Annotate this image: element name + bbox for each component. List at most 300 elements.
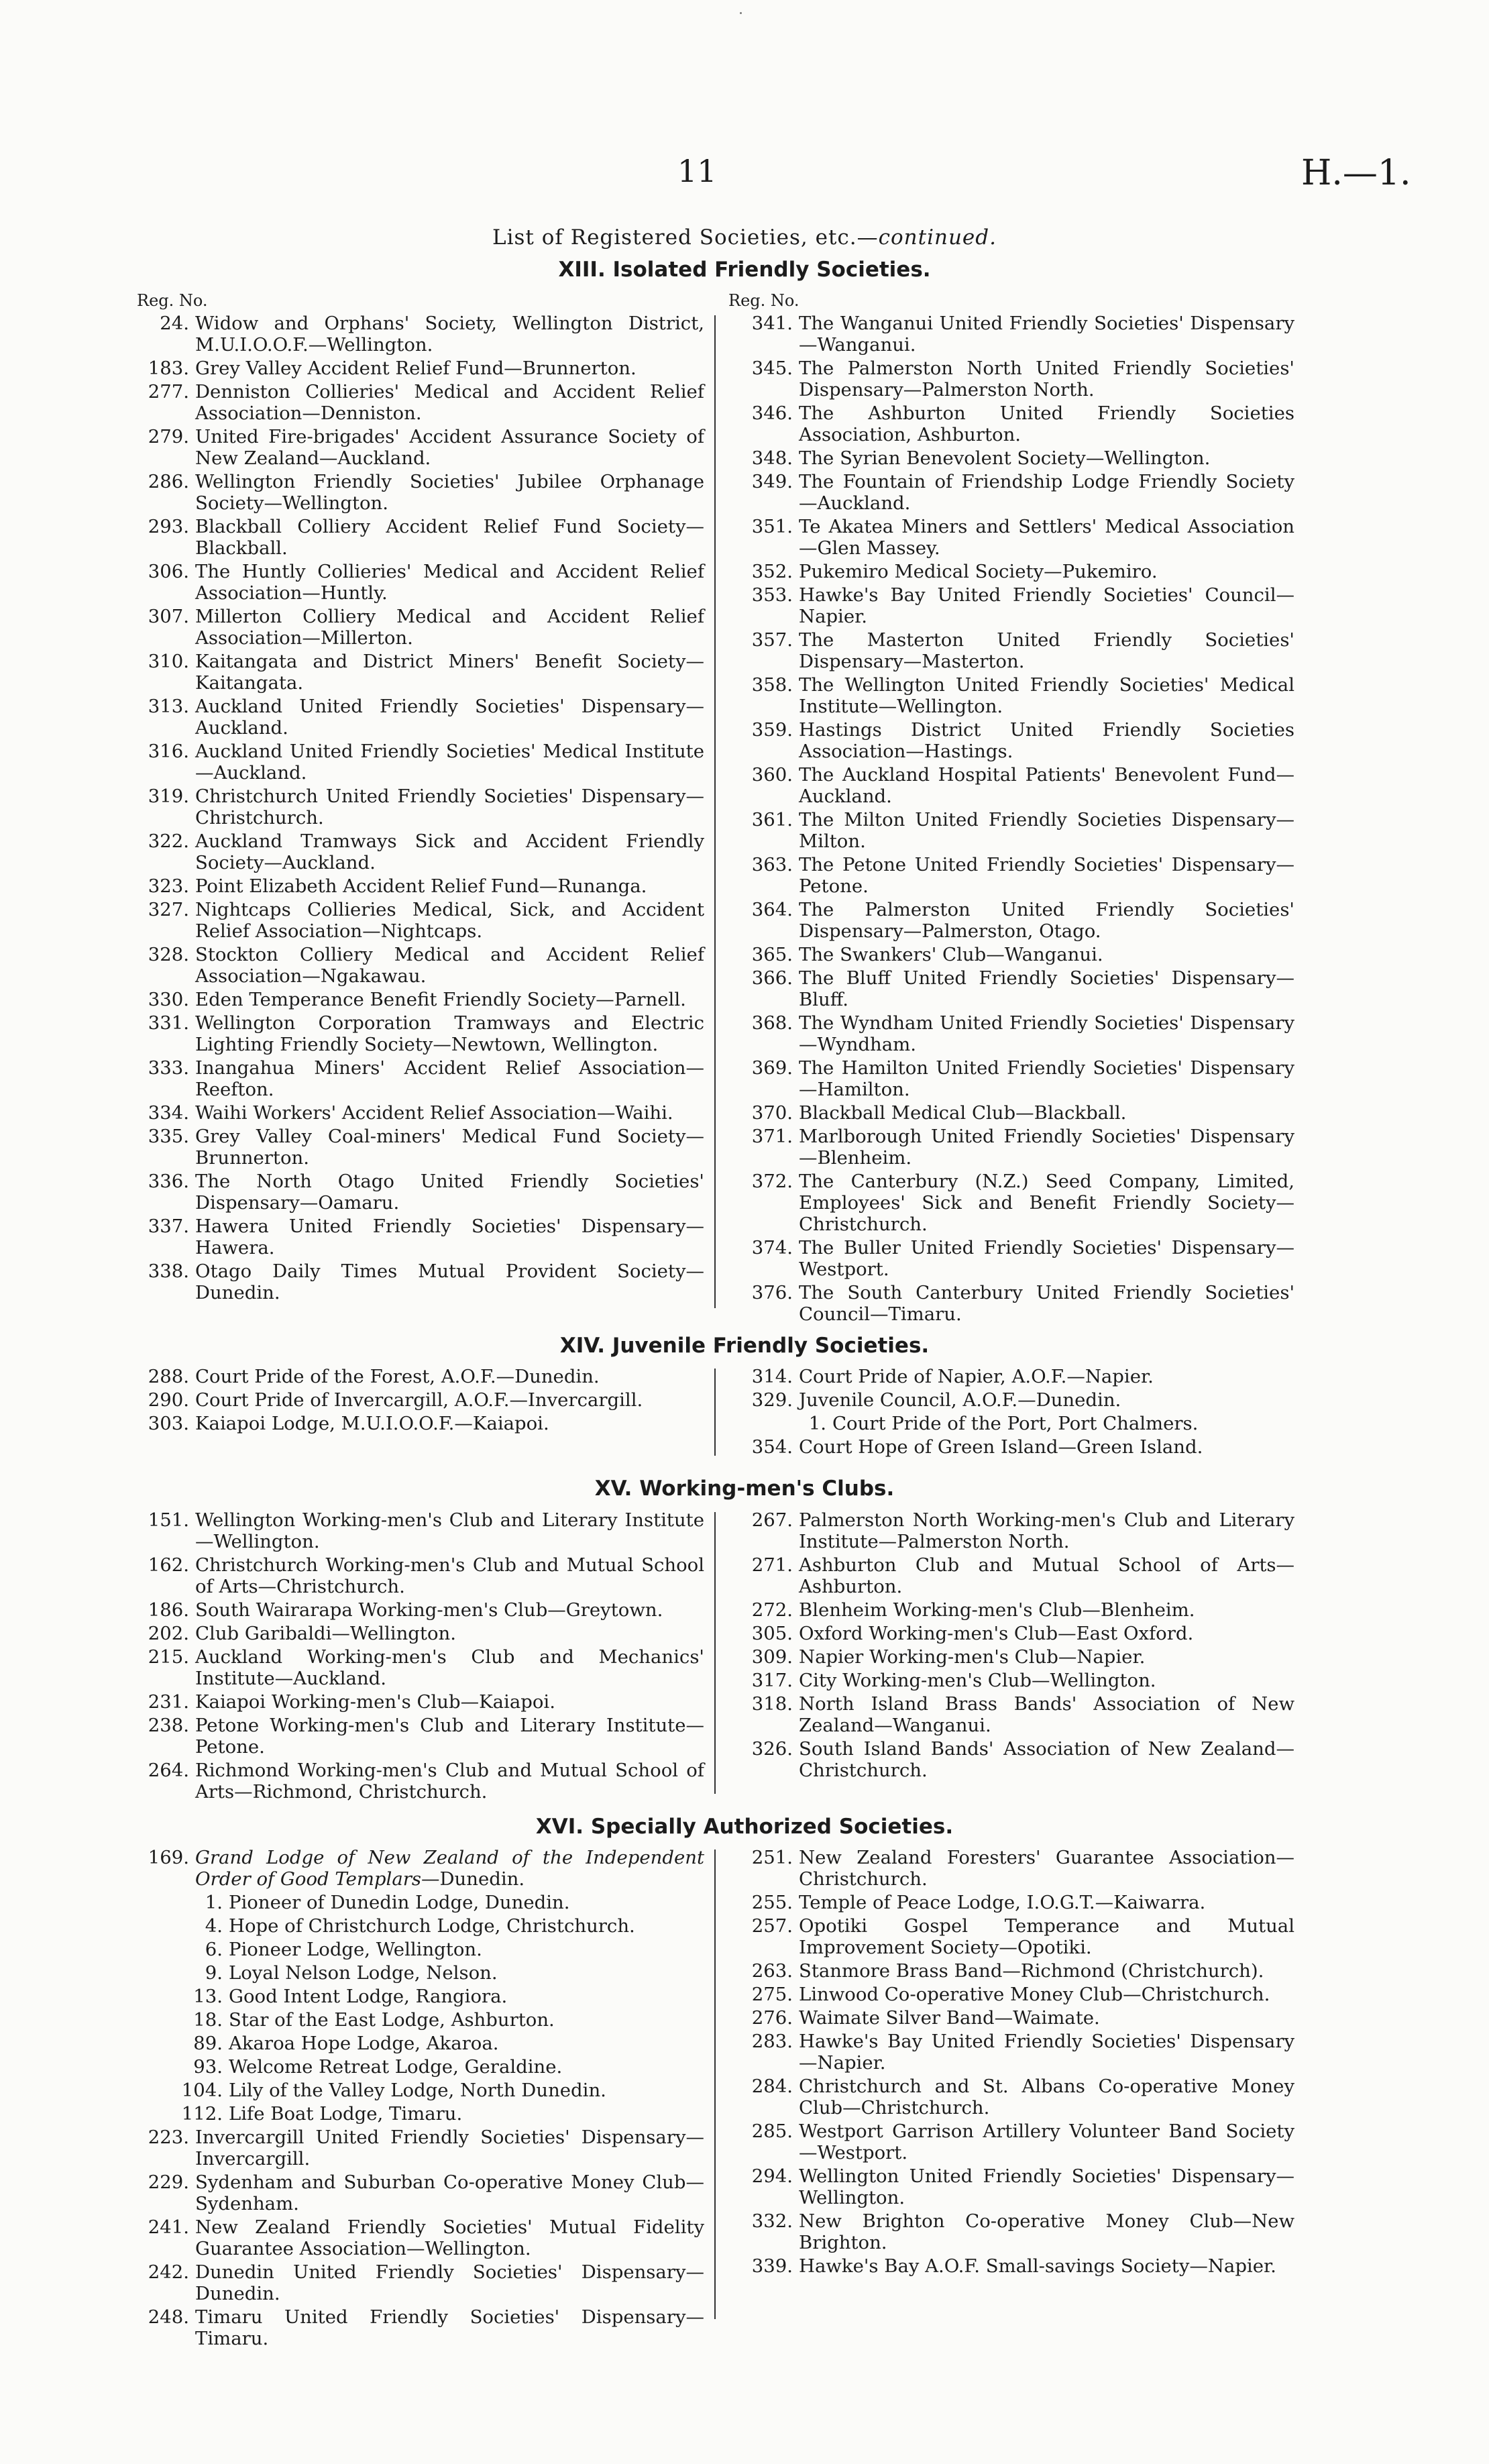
reg-number: 322. <box>148 831 189 852</box>
society-entry <box>738 719 1294 762</box>
reg-number: 9. <box>205 1962 223 1984</box>
reg-number: 279. <box>148 426 189 447</box>
society-name: Auckland Tramways Sick and Accident Friendly Society—Auckland. <box>195 831 704 873</box>
reg-number: 372. <box>751 1171 793 1192</box>
reg-number: 285. <box>751 2121 793 2142</box>
reg-number: 345. <box>751 358 793 379</box>
reg-number: 93. <box>193 2056 223 2078</box>
society-name: Oxford Working-men's Club—East Oxford. <box>799 1623 1194 1644</box>
society-name: Club Garibaldi—Wellington. <box>195 1623 456 1644</box>
society-entry <box>738 854 1294 897</box>
society-entry <box>134 2306 704 2349</box>
society-entry <box>738 2165 1294 2208</box>
society-name: Hawke's Bay United Friendly Societies' Council—Napier. <box>799 584 1294 627</box>
society-entry <box>134 1261 704 1303</box>
society-entry <box>134 426 704 469</box>
society-entry <box>738 1599 1294 1621</box>
society-name: Eden Temperance Benefit Friendly Society—Parnell. <box>195 989 686 1010</box>
xiv-left-column <box>134 1366 704 1436</box>
society-entry <box>738 1960 1294 1982</box>
society-entry <box>738 1509 1294 1552</box>
society-name: The Wyndham United Friendly Societies' Dispensary—Wyndham. <box>799 1012 1294 1055</box>
society-name: Inangahua Miners' Accident Relief Association—Reefton. <box>195 1057 704 1100</box>
society-name: Auckland United Friendly Societies' Dispensary—Auckland. <box>195 696 704 739</box>
society-name: Sydenham and Suburban Co-operative Money Club—Sydenham. <box>195 2172 704 2214</box>
society-entry <box>134 2172 704 2214</box>
society-name: The Wanganui United Friendly Societies' Dispensary—Wanganui. <box>799 313 1294 356</box>
society-entry <box>134 606 704 649</box>
society-name: Hawke's Bay A.O.F. Small-savings Society—Napier. <box>799 2255 1276 2277</box>
reg-number: 371. <box>751 1126 793 1147</box>
reg-number: 215. <box>148 1646 189 1668</box>
society-entry <box>738 1892 1294 1913</box>
sub-entry <box>134 2033 704 2054</box>
society-name: Pioneer of Dunedin Lodge, Dunedin. <box>229 1892 570 1913</box>
society-entry <box>738 2076 1294 2119</box>
running-title: List of Registered Societies, etc.—continued. <box>492 225 997 250</box>
society-name: Dunedin United Friendly Societies' Dispensary—Dunedin. <box>195 2261 704 2304</box>
reg-number: 283. <box>751 2031 793 2052</box>
sub-entry <box>134 1939 704 1960</box>
society-entry <box>134 313 704 356</box>
reg-number: 275. <box>751 1984 793 2005</box>
society-name: Stockton Colliery Medical and Accident Relief Association—Ngakawau. <box>195 944 704 987</box>
society-entry <box>738 2031 1294 2074</box>
society-entry <box>738 403 1294 445</box>
society-name: The Palmerston North United Friendly Societies' Dispensary—Palmerston North. <box>799 358 1294 400</box>
society-entry <box>134 1509 704 1552</box>
society-name: Star of the East Lodge, Ashburton. <box>229 2009 555 2031</box>
reg-number: 241. <box>148 2216 189 2238</box>
xvi-right-column <box>738 1847 1294 2279</box>
society-entry <box>134 1691 704 1713</box>
society-entry <box>134 1413 704 1434</box>
reg-number: 348. <box>751 447 793 469</box>
society-name: Blackball Medical Club—Blackball. <box>799 1102 1127 1124</box>
column-divider <box>714 1512 716 1794</box>
society-name: The Ashburton United Friendly Societies Association, Ashburton. <box>799 403 1294 445</box>
xv-left-column <box>134 1509 704 1805</box>
society-entry <box>738 358 1294 400</box>
reg-number: 314. <box>751 1366 793 1387</box>
society-name: The Syrian Benevolent Society—Wellington. <box>799 447 1211 469</box>
society-entry <box>738 899 1294 942</box>
society-name: United Fire-brigades' Accident Assurance Society of New Zealand—Auckland. <box>195 426 704 469</box>
reg-number: 317. <box>751 1670 793 1691</box>
reg-number: 341. <box>751 313 793 334</box>
society-name: Wellington United Friendly Societies' Dispensary—Wellington. <box>799 2165 1294 2208</box>
reg-number: 272. <box>751 1599 793 1621</box>
society-entry <box>134 831 704 873</box>
society-entry <box>738 2255 1294 2277</box>
society-name: Christchurch United Friendly Societies' Dispensary—Christchurch. <box>195 786 704 828</box>
society-name: The Auckland Hospital Patients' Benevolent Fund—Auckland. <box>799 764 1294 807</box>
xv-right-column <box>738 1509 1294 1783</box>
xiii-left-column <box>134 313 704 1305</box>
reg-number: 366. <box>751 967 793 989</box>
society-name: Denniston Collieries' Medical and Accident Relief Association—Denniston. <box>195 381 704 424</box>
society-name: The Hamilton United Friendly Societies' Dispensary—Hamilton. <box>799 1057 1294 1100</box>
society-name: The Buller United Friendly Societies' Dispensary—Westport. <box>799 1237 1294 1280</box>
reg-number: 24. <box>160 313 189 334</box>
society-entry <box>134 1760 704 1803</box>
society-entry <box>738 1282 1294 1325</box>
reg-number: 352. <box>751 561 793 582</box>
sub-entry <box>134 1986 704 2007</box>
society-name: Otago Daily Times Mutual Provident Society—Dunedin. <box>195 1261 704 1303</box>
reg-number: 303. <box>148 1413 189 1434</box>
reg-number: 255. <box>751 1892 793 1913</box>
reg-number: 305. <box>751 1623 793 1644</box>
society-name: Court Pride of Invercargill, A.O.F.—Invercargill. <box>195 1389 643 1411</box>
society-name: Kaiapoi Working-men's Club—Kaiapoi. <box>195 1691 555 1713</box>
xiv-right-column <box>738 1366 1294 1460</box>
society-name: Waimate Silver Band—Waimate. <box>799 2007 1100 2029</box>
column-divider <box>714 1850 716 2319</box>
reg-number: 339. <box>751 2255 793 2277</box>
society-entry <box>738 1389 1294 1411</box>
reg-number: 1. <box>205 1892 223 1913</box>
society-entry <box>134 989 704 1010</box>
society-name: The South Canterbury United Friendly Societies' Council—Timaru. <box>799 1282 1294 1325</box>
society-name: Wellington Friendly Societies' Jubilee Orphanage Society—Wellington. <box>195 471 704 514</box>
society-entry <box>738 1738 1294 1781</box>
society-name: Hawera United Friendly Societies' Dispensary—Hawera. <box>195 1216 704 1258</box>
section-title-xiii: XIII. Isolated Friendly Societies. <box>558 258 931 282</box>
reg-number: 183. <box>148 358 189 379</box>
society-name: The Fountain of Friendship Lodge Friendly Society—Auckland. <box>799 471 1294 514</box>
reg-number: 328. <box>148 944 189 965</box>
society-name: Christchurch and St. Albans Co-operative Money Club—Christchurch. <box>799 2076 1294 2119</box>
society-entry <box>738 1554 1294 1597</box>
society-name: Pioneer Lodge, Wellington. <box>229 1939 482 1960</box>
society-name: Blenheim Working-men's Club—Blenheim. <box>799 1599 1195 1621</box>
society-name: Invercargill United Friendly Societies' Dispensary—Invercargill. <box>195 2127 704 2170</box>
reg-number: 326. <box>751 1738 793 1760</box>
society-name: Richmond Working-men's Club and Mutual School of Arts—Richmond, Christchurch. <box>195 1760 704 1803</box>
society-entry <box>134 1623 704 1644</box>
sub-entry <box>134 2080 704 2101</box>
reg-number: 358. <box>751 674 793 696</box>
reg-number: 6. <box>205 1939 223 1960</box>
society-name: The Canterbury (N.Z.) Seed Company, Limited, Employees' Sick and Benefit Friendly Society—Christchurch. <box>799 1171 1294 1235</box>
reg-number: 162. <box>148 1554 189 1576</box>
society-name: South Island Bands' Association of New Zealand—Christchurch. <box>799 1738 1294 1781</box>
reg-number: 242. <box>148 2261 189 2283</box>
reg-number: 360. <box>751 764 793 786</box>
society-name: Court Pride of the Port, Port Chalmers. <box>832 1413 1199 1434</box>
society-entry <box>738 1984 1294 2005</box>
society-entry <box>738 809 1294 852</box>
society-name: Widow and Orphans' Society, Wellington District, M.U.I.O.O.F.—Wellington. <box>195 313 704 356</box>
society-entry <box>738 1915 1294 1958</box>
reg-number: 369. <box>751 1057 793 1079</box>
society-name: Westport Garrison Artillery Volunteer Band Society—Westport. <box>799 2121 1294 2163</box>
reg-number: 353. <box>751 584 793 606</box>
reg-number: 346. <box>751 403 793 424</box>
society-name: Lily of the Valley Lodge, North Dunedin. <box>229 2080 606 2101</box>
document-code: H.—1. <box>1301 153 1411 193</box>
reg-number: 223. <box>148 2127 189 2148</box>
society-entry <box>134 358 704 379</box>
society-entry <box>134 1171 704 1214</box>
society-name: Christchurch Working-men's Club and Mutual School of Arts—Christchurch. <box>195 1554 704 1597</box>
reg-number: 330. <box>148 989 189 1010</box>
reg-number: 186. <box>148 1599 189 1621</box>
reg-number: 306. <box>148 561 189 582</box>
reg-number: 257. <box>751 1915 793 1937</box>
reg-number: 361. <box>751 809 793 831</box>
reg-number: 229. <box>148 2172 189 2193</box>
reg-number: 251. <box>751 1847 793 1868</box>
reg-number: 331. <box>148 1012 189 1034</box>
reg-number: 294. <box>751 2165 793 2187</box>
reg-number: 1. <box>808 1413 826 1434</box>
society-entry <box>738 944 1294 965</box>
society-entry <box>738 2210 1294 2253</box>
society-name: New Zealand Friendly Societies' Mutual Fidelity Guarantee Association—Wellington. <box>195 2216 704 2259</box>
sub-entry <box>134 1962 704 1984</box>
reg-number: 329. <box>751 1389 793 1411</box>
reg-number: 13. <box>193 1986 223 2007</box>
reg-number: 332. <box>751 2210 793 2232</box>
society-name: Life Boat Lodge, Timaru. <box>229 2103 463 2125</box>
page-number: 11 <box>677 153 717 189</box>
reg-number: 231. <box>148 1691 189 1713</box>
reg-number: 335. <box>148 1126 189 1147</box>
society-name: Court Hope of Green Island—Green Island. <box>799 1436 1203 1458</box>
society-name: Millerton Colliery Medical and Accident Relief Association—Millerton. <box>195 606 704 649</box>
reg-number: 202. <box>148 1623 189 1644</box>
society-name: Welcome Retreat Lodge, Geraldine. <box>229 2056 563 2078</box>
reg-number: 334. <box>148 1102 189 1124</box>
society-name: South Wairarapa Working-men's Club—Greytown. <box>195 1599 663 1621</box>
society-entry <box>134 944 704 987</box>
society-name: City Working-men's Club—Wellington. <box>799 1670 1156 1691</box>
society-name: Grey Valley Accident Relief Fund—Brunnerton. <box>195 358 637 379</box>
society-entry <box>738 1366 1294 1387</box>
society-name: Court Pride of the Forest, A.O.F.—Dunedin. <box>195 1366 600 1387</box>
society-name: Point Elizabeth Accident Relief Fund—Runanga. <box>195 875 647 897</box>
reg-number: 309. <box>751 1646 793 1668</box>
reg-number: 271. <box>751 1554 793 1576</box>
reg-number: 18. <box>193 2009 223 2031</box>
reg-number: 316. <box>148 741 189 762</box>
society-entry <box>738 1670 1294 1691</box>
reg-number: 374. <box>751 1237 793 1258</box>
society-name: North Island Brass Bands' Association of New Zealand—Wanganui. <box>799 1693 1294 1736</box>
society-name: Auckland Working-men's Club and Mechanics' Institute—Auckland. <box>195 1646 704 1689</box>
society-name: Hawke's Bay United Friendly Societies' Dispensary—Napier. <box>799 2031 1294 2074</box>
reg-number: 336. <box>148 1171 189 1192</box>
society-name: Ashburton Club and Mutual School of Arts—Ashburton. <box>799 1554 1294 1597</box>
society-entry <box>738 313 1294 356</box>
reg-number: 364. <box>751 899 793 920</box>
society-name: Grey Valley Coal-miners' Medical Fund Society—Brunnerton. <box>195 1126 704 1169</box>
society-entry <box>134 381 704 424</box>
society-entry <box>134 1216 704 1258</box>
society-name: Stanmore Brass Band—Richmond (Christchurch). <box>799 1960 1264 1982</box>
xvi-left-column <box>134 1847 704 2351</box>
society-name: New Brighton Co-operative Money Club—New Brighton. <box>799 2210 1294 2253</box>
reg-number: 151. <box>148 1509 189 1531</box>
society-name: Wellington Working-men's Club and Literary Institute—Wellington. <box>195 1509 704 1552</box>
society-entry <box>738 1126 1294 1169</box>
reg-number: 351. <box>751 516 793 537</box>
reg-number: 318. <box>751 1693 793 1715</box>
society-entry <box>134 651 704 694</box>
society-entry <box>134 2261 704 2304</box>
reg-number: 337. <box>148 1216 189 1237</box>
society-name: The North Otago United Friendly Societies' Dispensary—Oamaru. <box>195 1171 704 1214</box>
society-name: The Wellington United Friendly Societies' Medical Institute—Wellington. <box>799 674 1294 717</box>
society-name: Te Akatea Miners and Settlers' Medical Association—Glen Massey. <box>799 516 1294 559</box>
sub-entry <box>134 1915 704 1937</box>
society-entry <box>134 1102 704 1124</box>
reg-number: 267. <box>751 1509 793 1531</box>
society-entry <box>134 516 704 559</box>
reg-number: 293. <box>148 516 189 537</box>
society-name: Marlborough United Friendly Societies' Dispensary—Blenheim. <box>799 1126 1294 1169</box>
society-entry <box>134 1599 704 1621</box>
sub-entry <box>134 2056 704 2078</box>
reg-number: 89. <box>193 2033 223 2054</box>
reg-number: 277. <box>148 381 189 403</box>
reg-no-label-right: Reg. No. <box>728 291 799 310</box>
society-entry <box>134 1646 704 1689</box>
society-name: Opotiki Gospel Temperance and Mutual Improvement Society—Opotiki. <box>799 1915 1294 1958</box>
society-name: Nightcaps Collieries Medical, Sick, and Accident Relief Association—Nightcaps. <box>195 899 704 942</box>
society-name: Timaru United Friendly Societies' Dispensary—Timaru. <box>195 2306 704 2349</box>
sub-entry <box>134 2009 704 2031</box>
society-name: Akaroa Hope Lodge, Akaroa. <box>229 2033 499 2054</box>
society-name: Court Pride of Napier, A.O.F.—Napier. <box>799 1366 1154 1387</box>
society-entry <box>738 447 1294 469</box>
society-name: Palmerston North Working-men's Club and Literary Institute—Palmerston North. <box>799 1509 1294 1552</box>
society-name: Hastings District United Friendly Societies Association—Hastings. <box>799 719 1294 762</box>
reg-number: 4. <box>205 1915 223 1937</box>
society-entry <box>738 1693 1294 1736</box>
society-entry <box>738 561 1294 582</box>
society-entry <box>134 741 704 784</box>
society-entry <box>738 1623 1294 1644</box>
reg-number: 359. <box>751 719 793 741</box>
reg-number: 333. <box>148 1057 189 1079</box>
society-entry <box>738 1012 1294 1055</box>
society-name: The Petone United Friendly Societies' Dispensary—Petone. <box>799 854 1294 897</box>
reg-no-label-left: Reg. No. <box>137 291 208 310</box>
society-entry <box>134 1366 704 1387</box>
reg-number: 276. <box>751 2007 793 2029</box>
society-entry <box>134 786 704 828</box>
society-entry <box>738 1646 1294 1668</box>
society-entry <box>738 471 1294 514</box>
sub-entry <box>738 1413 1294 1434</box>
society-name: Juvenile Council, A.O.F.—Dunedin. <box>799 1389 1121 1411</box>
society-entry <box>134 1012 704 1055</box>
society-name: Auckland United Friendly Societies' Medical Institute—Auckland. <box>195 741 704 784</box>
column-divider <box>714 1369 716 1456</box>
column-divider <box>714 315 716 1308</box>
society-entry <box>738 629 1294 672</box>
speck <box>740 12 742 14</box>
society-entry <box>738 967 1294 1010</box>
society-name: Wellington Corporation Tramways and Electric Lighting Friendly Society—Newtown, Wellington. <box>195 1012 704 1055</box>
society-entry <box>738 2121 1294 2163</box>
reg-number: 357. <box>751 629 793 651</box>
reg-number: 284. <box>751 2076 793 2097</box>
society-entry <box>134 1057 704 1100</box>
society-entry <box>738 516 1294 559</box>
society-entry <box>134 1715 704 1758</box>
society-name: Temple of Peace Lodge, I.O.G.T.—Kaiwarra. <box>799 1892 1206 1913</box>
society-name: Petone Working-men's Club and Literary Institute—Petone. <box>195 1715 704 1758</box>
reg-number: 248. <box>148 2306 189 2328</box>
society-name: The Palmerston United Friendly Societies' Dispensary—Palmerston, Otago. <box>799 899 1294 942</box>
reg-number: 313. <box>148 696 189 717</box>
reg-number: 338. <box>148 1261 189 1282</box>
society-name: Good Intent Lodge, Rangiora. <box>229 1986 508 2007</box>
reg-number: 365. <box>751 944 793 965</box>
reg-number: 169. <box>148 1847 189 1868</box>
society-entry <box>738 1237 1294 1280</box>
section-title-xv: XV. Working-men's Clubs. <box>594 1477 895 1501</box>
society-entry <box>738 2007 1294 2029</box>
reg-number: 263. <box>751 1960 793 1982</box>
society-name: Kaitangata and District Miners' Benefit Society—Kaitangata. <box>195 651 704 694</box>
reg-number: 264. <box>148 1760 189 1781</box>
reg-number: 349. <box>751 471 793 492</box>
section-title-xiv: XIV. Juvenile Friendly Societies. <box>559 1334 930 1358</box>
society-entry <box>738 1057 1294 1100</box>
society-entry <box>134 471 704 514</box>
society-name: Linwood Co-operative Money Club—Christchurch. <box>799 1984 1270 2005</box>
society-name: Pukemiro Medical Society—Pukemiro. <box>799 561 1158 582</box>
xiii-right-column <box>738 313 1294 1327</box>
reg-number: 363. <box>751 854 793 875</box>
reg-number: 327. <box>148 899 189 920</box>
society-entry <box>738 674 1294 717</box>
reg-number: 310. <box>148 651 189 672</box>
society-entry <box>134 1847 704 1890</box>
reg-number: 288. <box>148 1366 189 1387</box>
sub-entry <box>134 1892 704 1913</box>
society-name: Grand Lodge of New Zealand of the Independent Order of Good Templars—Dunedin. <box>195 1847 704 1890</box>
reg-number: 370. <box>751 1102 793 1124</box>
reg-number: 307. <box>148 606 189 627</box>
society-name: Waihi Workers' Accident Relief Association—Waihi. <box>195 1102 673 1124</box>
society-name: The Bluff United Friendly Societies' Dispensary—Bluff. <box>799 967 1294 1010</box>
reg-number: 286. <box>148 471 189 492</box>
society-entry <box>134 899 704 942</box>
society-name: The Swankers' Club—Wanganui. <box>799 944 1103 965</box>
society-entry <box>134 2216 704 2259</box>
society-entry <box>134 1389 704 1411</box>
society-entry <box>738 584 1294 627</box>
society-name: The Masterton United Friendly Societies' Dispensary—Masterton. <box>799 629 1294 672</box>
society-entry <box>134 1554 704 1597</box>
reg-number: 104. <box>181 2080 223 2101</box>
reg-number: 290. <box>148 1389 189 1411</box>
society-entry <box>134 875 704 897</box>
sub-entry <box>134 2103 704 2125</box>
reg-number: 368. <box>751 1012 793 1034</box>
section-title-xvi: XVI. Specially Authorized Societies. <box>535 1815 954 1839</box>
reg-number: 238. <box>148 1715 189 1736</box>
society-entry <box>738 1102 1294 1124</box>
society-name: The Milton United Friendly Societies Dispensary—Milton. <box>799 809 1294 852</box>
reg-number: 319. <box>148 786 189 807</box>
